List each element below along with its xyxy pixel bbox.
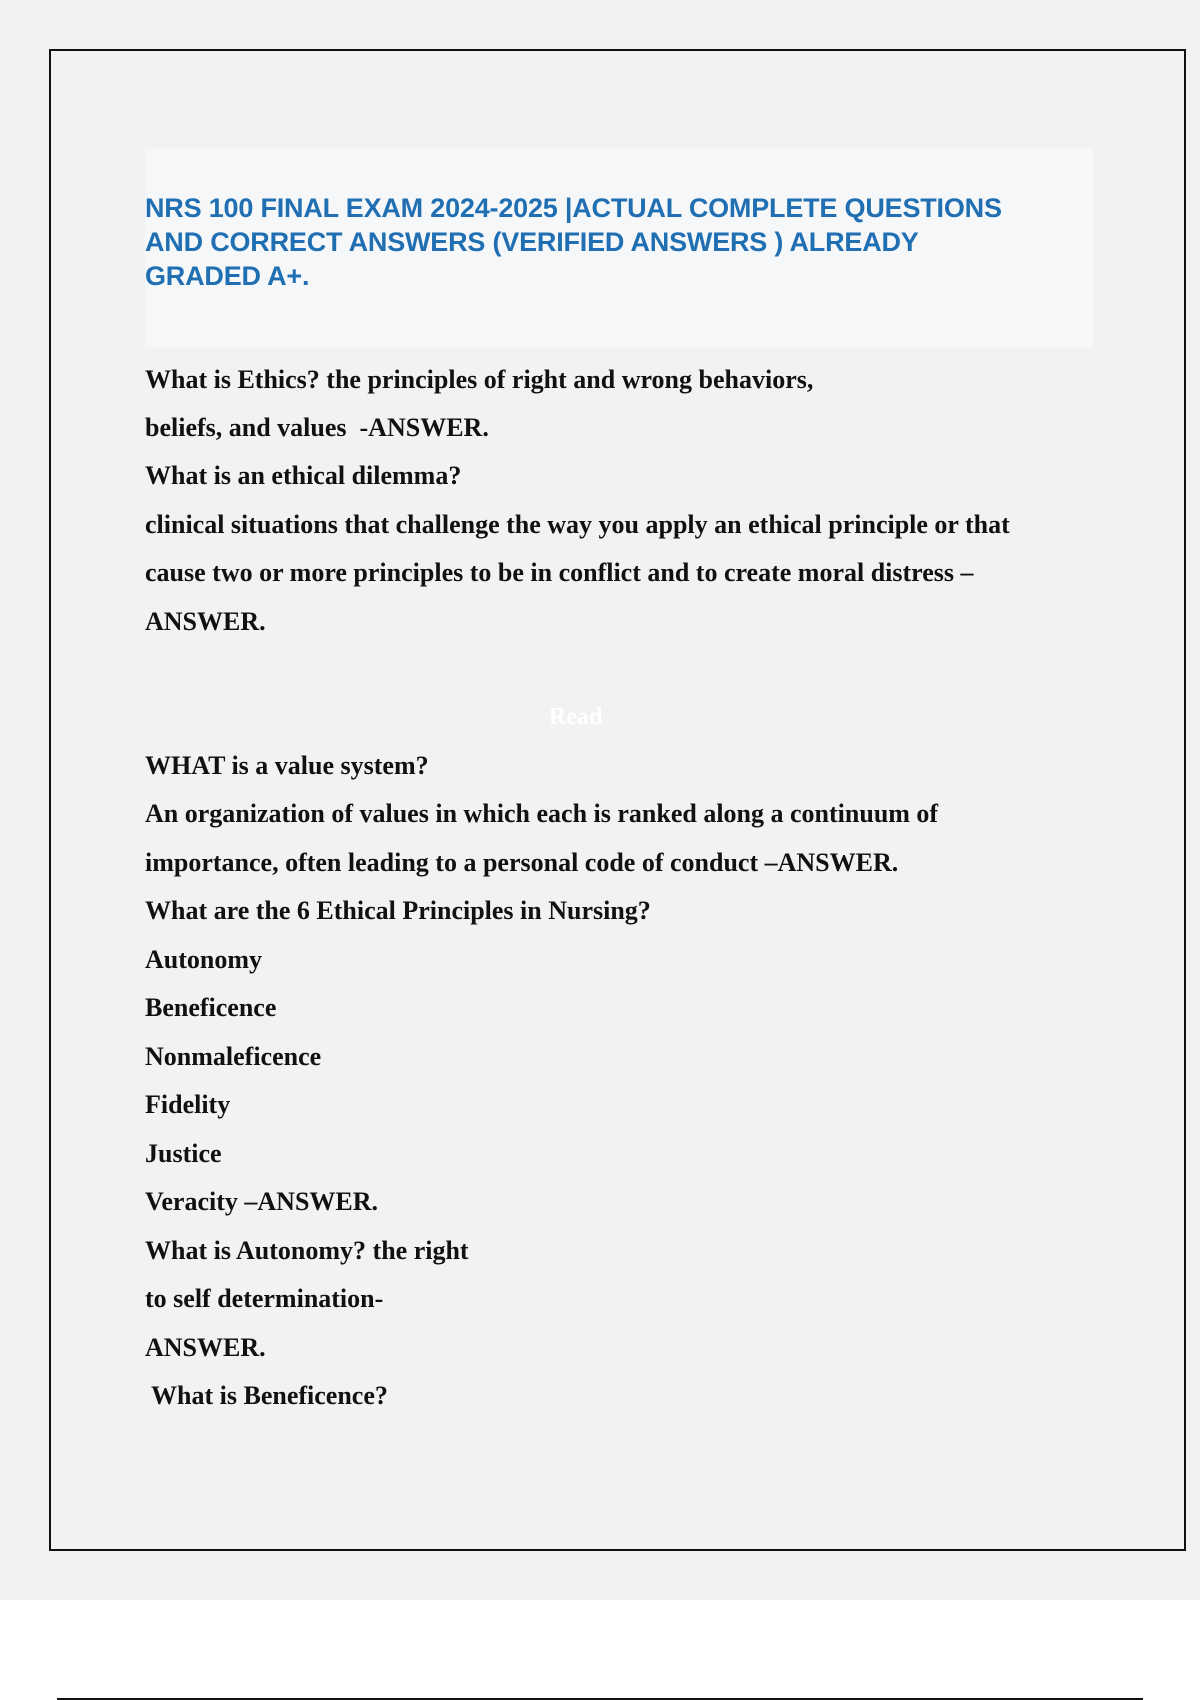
text-line: cause two or more principles to be in conflict and to create moral distress –: [145, 558, 974, 587]
text-line: What is Autonomy? the right: [145, 1236, 469, 1265]
text-line: beliefs, and values -ANSWER.: [145, 413, 489, 442]
text-line: ANSWER.: [145, 607, 266, 636]
text-line: What is Beneficence?: [145, 1381, 388, 1410]
text-line: Nonmaleficence: [145, 1042, 322, 1071]
text-line: Beneficence: [145, 993, 277, 1022]
text-line: What is Ethics? the principles of right and wrong behaviors,: [145, 365, 814, 394]
text-line: WHAT is a value system?: [145, 751, 429, 780]
text-line: An organization of values in which each is ranked along a continuum of: [145, 799, 939, 828]
text-line: Veracity –ANSWER.: [145, 1187, 379, 1216]
document-page: [49, 49, 1186, 1551]
title-banner: [145, 148, 1093, 348]
text-line: to self determination-: [145, 1284, 384, 1313]
document-title: NRS 100 FINAL EXAM 2024-2025 |ACTUAL COMPLETE QUESTIONS AND CORRECT ANSWERS (VERIFIED ANSWERS ) ALREADY GRADED A+.: [145, 193, 1002, 291]
text-line: Justice: [145, 1139, 222, 1168]
text-line: What are the 6 Ethical Principles in Nursing?: [145, 896, 651, 925]
text-line: Autonomy: [145, 945, 263, 974]
text-line: clinical situations that challenge the way you apply an ethical principle or that: [145, 510, 1010, 539]
text-line: importance, often leading to a personal code of conduct –ANSWER.: [145, 848, 899, 877]
text-line: Fidelity: [145, 1090, 231, 1119]
text-line: What is an ethical dilemma?: [145, 461, 462, 490]
text-line: ANSWER.: [145, 1333, 266, 1362]
watermark-text: Read: [549, 704, 603, 730]
